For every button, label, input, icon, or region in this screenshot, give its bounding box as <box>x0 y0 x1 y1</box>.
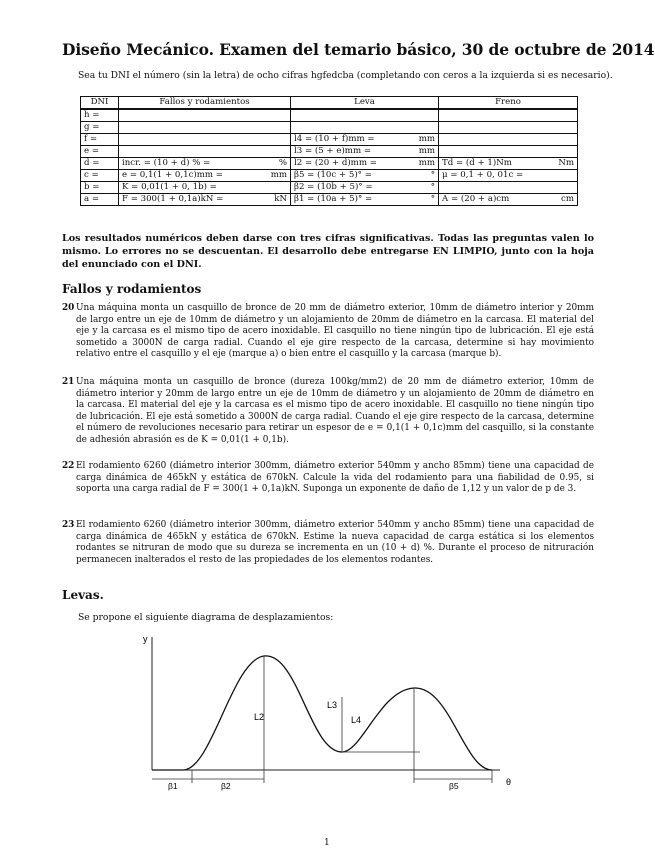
b2-label: β2 <box>221 781 231 791</box>
fallos-cell-unit: kN <box>274 194 287 204</box>
dni-cell: e = <box>81 146 119 158</box>
fallos-cell-unit: % <box>278 158 287 168</box>
dni-cell: a = <box>81 194 119 206</box>
dni-cell: b = <box>81 182 119 194</box>
b1-label: β1 <box>168 781 178 791</box>
problem-text: Una máquina monta un casquillo de bronce (dureza 100kg/mm2) de 20 mm de diámetro exterior, 10mm de diámetro interior y 20mm de largo entre un eje de 10mm de diámetro y un alojamiento de 20mm de diámetro en la carcasa. El material del eje y la carcasa es el mismo tipo de acero inoxidable. El casquillo no tiene ningún tipo de lubricación. El eje está sometido a 3000N de carga radial. Cuando el eje gire respecto de la carcasa, determine el número de revoluciones necesario para retirar un espesor de e = 0,1(1 + 0,1c)mm del casquillo, si la constante de adhesión abrasión es de K = 0,01(1 + 0,1b). <box>76 377 594 445</box>
dni-cell: f = <box>81 134 119 146</box>
section-fallos-heading: Fallos y rodamientos <box>62 282 202 296</box>
exam-title: Diseño Mecánico. Examen del temario básico, 30 de octubre de 2014 <box>62 40 655 59</box>
l3-label: L3 <box>327 700 338 710</box>
header-dni: DNI <box>81 97 119 110</box>
leva-cell-formula: β5 = (10c + 5)° = <box>294 170 372 180</box>
problem-number: 20 <box>62 303 75 313</box>
dni-cell: d = <box>81 158 119 170</box>
displacement-curve <box>152 656 492 770</box>
x-axis-label: θ <box>506 777 512 787</box>
fallos-cell-formula: e = 0,1(1 + 0,1c)mm = <box>122 170 223 180</box>
freno-cell-formula: A = (20 + a)cm <box>442 194 510 204</box>
problem-text: El rodamiento 6260 (diámetro interior 300mm, diámetro exterior 540mm y ancho 85mm) tiene una capacidad de carga dinámica de 465kN y estática de 670kN. Estime la nueva capacidad de carga estática si los elementos rodantes se nitruran de modo que su dureza se incrementa en un (10 + d) %. Durante el proceso de nitruración permanecen inalterados el resto de las propiedades de los elementos rodantes. <box>76 520 594 565</box>
fallos-cell-formula: incr. = (10 + d) % = <box>122 158 211 168</box>
leva-cell-formula: β1 = (10a + 5)° = <box>294 194 373 204</box>
levas-intro-text: Se propone el siguiente diagrama de desplazamientos: <box>78 612 334 623</box>
leva-cell-unit: ° <box>430 170 435 180</box>
intro-text: Sea tu DNI el número (sin la letra) de ocho cifras hgfedcba (completando con ceros a la izquierda si es necesario). <box>78 70 613 81</box>
leva-cell-unit: mm <box>418 158 435 168</box>
page-number: 1 <box>324 838 330 848</box>
leva-cell-formula: l2 = (20 + d)mm = <box>294 158 377 168</box>
leva-cell-formula: l4 = (10 + f)mm = <box>294 134 375 144</box>
freno-cell-unit: Nm <box>558 158 574 168</box>
freno-cell-formula: μ = 0,1 + 0, 01c = <box>442 170 524 180</box>
problem-number: 22 <box>62 461 75 471</box>
y-axis-label: y <box>143 634 148 644</box>
instructions-note: Los resultados numéricos deben darse con tres cifras significativas. Todas las preguntas valen lo mismo. Lo errores no se descuentan. El desarrollo debe entregarse EN LIMPIO, junto con la hoja del enunciado con el DNI. <box>62 233 594 270</box>
header-fallos: Fallos y rodamientos <box>119 97 291 110</box>
leva-cell-unit: ° <box>430 194 435 204</box>
leva-cell-unit: mm <box>418 146 435 156</box>
dni-cell: g = <box>81 122 119 134</box>
fallos-cell-unit: mm <box>270 170 287 180</box>
problem-text: El rodamiento 6260 (diámetro interior 300mm, diámetro exterior 540mm y ancho 85mm) tiene una capacidad de carga dinámica de 465kN y estática de 670kN. Calcule la vida del rodamiento para una fiabilidad de 0.95, si soporta una carga radial de F = 300(1 + 0,1a)kN. Suponga un exponente de daño de 1,12 y un valor de p de 3. <box>76 461 594 495</box>
problem-number: 23 <box>62 520 75 530</box>
dni-cell: h = <box>81 109 119 122</box>
leva-cell-formula: l3 = (5 + e)mm = <box>294 146 372 156</box>
fallos-cell-formula: F = 300(1 + 0,1a)kN = <box>122 194 224 204</box>
fallos-cell-formula: K = 0,01(1 + 0, 1b) = <box>122 182 217 192</box>
problem-text: Una máquina monta un casquillo de bronce de 20 mm de diámetro exterior, 10mm de diámetro interior y 20mm de largo entre un eje de 10mm de diámetro y un alojamiento de 20mm de diámetro en la carcasa. El material del eje y la carcasa es el mismo tipo de acero inoxidable. El casquillo no tiene ningún tipo de lubricación. El eje está sometido a 3000N de carga radial. Cuando el eje gire respecto de la carcasa, determine si hay movimiento relativo entre el casquillo y el eje (marque a) o bien entre el casquillo y la carcasa (marque b). <box>76 303 594 360</box>
header-leva: Leva <box>291 97 439 110</box>
freno-cell-formula: Td = (d + 1)Nm <box>442 158 512 168</box>
l2-label: L2 <box>254 712 265 722</box>
problem-number: 21 <box>62 377 75 387</box>
leva-cell-formula: β2 = (10b + 5)° = <box>294 182 373 192</box>
leva-cell-unit: ° <box>430 182 435 192</box>
dni-cell: c = <box>81 170 119 182</box>
section-levas-heading: Levas. <box>62 588 104 602</box>
b5-label: β5 <box>449 781 459 791</box>
leva-cell-unit: mm <box>418 134 435 144</box>
header-freno: Freno <box>439 97 578 110</box>
l4-label: L4 <box>351 715 362 725</box>
freno-cell-unit: cm <box>561 194 574 204</box>
